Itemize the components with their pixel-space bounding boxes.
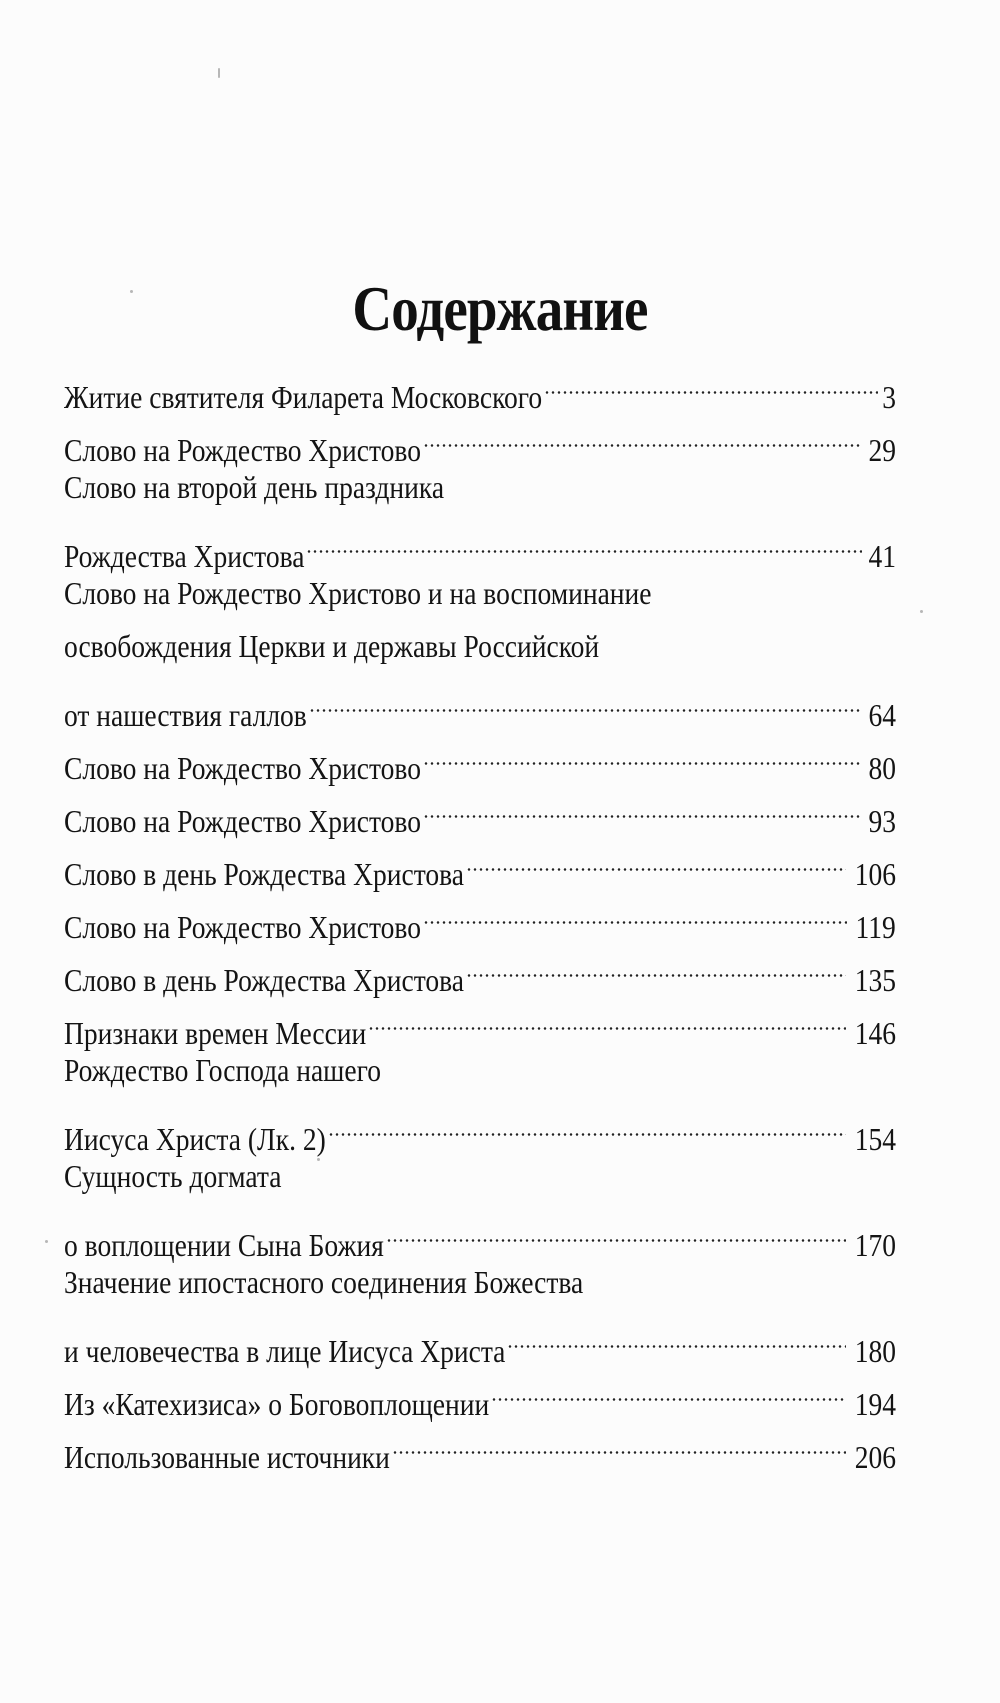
scan-speck [218, 68, 220, 78]
dot-leader [423, 726, 862, 779]
toc-entry-line [64, 1203, 896, 1263]
toc-entry-title: Значение ипостасного соединения Божества [64, 1264, 584, 1300]
scan-speck [45, 1240, 48, 1243]
toc-entry-line [64, 1044, 896, 1097]
toc-entry-title: Из «Катехизиса» о Боговоплощении [64, 1386, 490, 1422]
toc-page-number: 135 [854, 962, 896, 998]
page-title: Содержание [352, 272, 648, 344]
toc-entry-title: Слово на Рождество Христово и на воспоминание [64, 575, 652, 611]
scan-speck [317, 1158, 320, 1161]
toc-page-number: 93 [868, 803, 896, 839]
dot-leader [423, 779, 862, 832]
toc-entry-title: о воплощении Сына Божия [64, 1227, 384, 1263]
toc-entry-title: Слово на Рождество Христово [64, 750, 421, 786]
toc-entry-line [64, 567, 896, 620]
toc-page-number: 194 [854, 1386, 896, 1422]
toc-page-number: 154 [854, 1121, 896, 1157]
toc-entry-title: и человечества в лице Иисуса Христа [64, 1333, 506, 1369]
toc-page-number: 146 [854, 1015, 896, 1051]
toc-entry-title: Признаки времен Мессии [64, 1015, 367, 1051]
toc-entry[interactable] [64, 1256, 896, 1369]
dot-leader [423, 408, 862, 461]
dot-leader [386, 1203, 846, 1256]
toc-entry-title: освобождения Церкви и державы Российской [64, 628, 600, 664]
dot-leader [466, 832, 846, 885]
dot-leader [466, 938, 846, 991]
toc-page-number: 119 [855, 909, 896, 945]
dot-leader [328, 1097, 846, 1150]
toc-entry-title: Рождество Господа нашего [64, 1052, 381, 1088]
toc-page-number: 80 [868, 750, 896, 786]
toc-entry-title: Сущность догмата [64, 1158, 282, 1194]
toc-entry-title: от нашествия галлов [64, 697, 307, 733]
toc-entry-title: Рождества Христова [64, 538, 305, 574]
toc-entry-line [64, 673, 896, 733]
toc-entry[interactable] [64, 355, 896, 415]
dot-leader [423, 885, 847, 938]
toc-entry-line [64, 461, 896, 514]
toc-entry-line [64, 514, 896, 574]
toc-entry[interactable] [64, 567, 896, 733]
toc-entry[interactable] [64, 461, 896, 574]
toc-entry-title: Слово на Рождество Христово [64, 803, 421, 839]
toc-entry-line [64, 1150, 896, 1203]
scan-speck [920, 610, 923, 613]
toc-entry-line [64, 1309, 896, 1369]
toc-entry-title: Слово в день Рождества Христова [64, 856, 464, 892]
toc-entry-line [64, 1097, 896, 1157]
toc-page-number: 170 [854, 1227, 896, 1263]
dot-leader [507, 1309, 846, 1362]
table-of-contents [64, 355, 896, 1475]
dot-leader [309, 673, 862, 726]
toc-entry-title: Слово в день Рождества Христова [64, 962, 464, 998]
dot-leader [368, 991, 846, 1044]
dot-leader [491, 1362, 846, 1415]
dot-leader [306, 514, 862, 567]
toc-page-number: 41 [868, 538, 896, 574]
toc-entry-title: Иисуса Христа (Лк. 2) [64, 1121, 326, 1157]
toc-page-number: 180 [854, 1333, 896, 1369]
toc-entry[interactable] [64, 1044, 896, 1157]
toc-entry-title: Слово на Рождество Христово [64, 432, 421, 468]
toc-page-number: 64 [868, 697, 896, 733]
toc-entry-line [64, 620, 896, 673]
toc-page-number: 29 [868, 432, 896, 468]
toc-entry-line [64, 355, 896, 415]
toc-page-number: 206 [854, 1439, 896, 1475]
scan-speck [130, 290, 133, 293]
dot-leader [392, 1415, 846, 1468]
toc-entry-title: Житие святителя Филарета Московского [64, 379, 543, 415]
toc-entry-title: Слово на Рождество Христово [64, 909, 421, 945]
dot-leader [544, 355, 878, 408]
toc-entry-line [64, 1256, 896, 1309]
toc-page-number: 106 [854, 856, 896, 892]
toc-entry[interactable] [64, 1150, 896, 1263]
toc-entry-title: Использованные источники [64, 1439, 390, 1475]
toc-entry-title: Слово на второй день праздника [64, 469, 445, 505]
toc-page-number: 3 [882, 379, 896, 415]
